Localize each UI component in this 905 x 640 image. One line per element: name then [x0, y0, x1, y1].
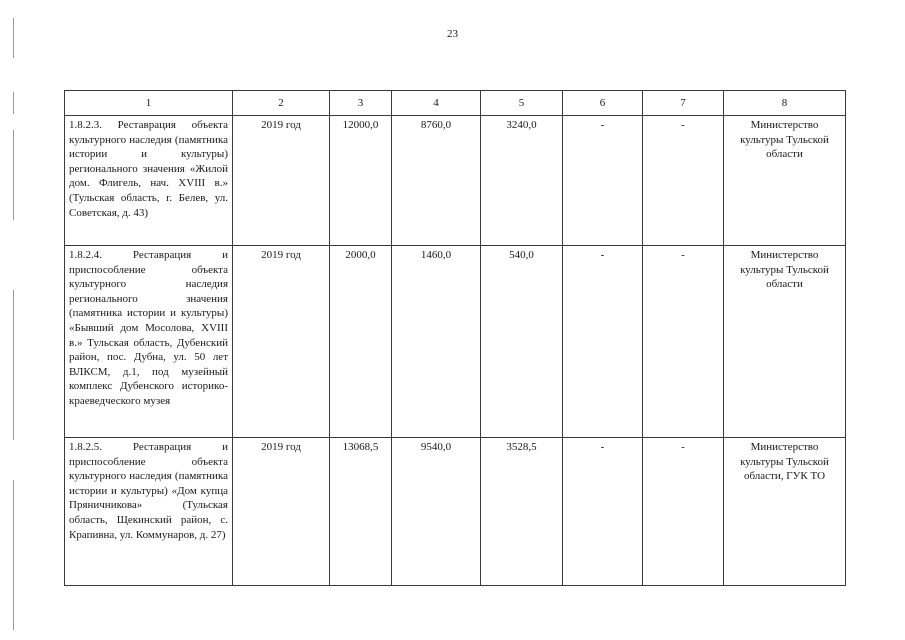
table-row: [65, 246, 846, 438]
header-cell: 5: [481, 91, 563, 116]
header-cell: 8: [724, 91, 846, 116]
year-cell: 2019 год: [233, 246, 330, 438]
total-cell: 12000,0: [330, 116, 392, 246]
object-name-cell: 1.8.2.4. Реставрация и приспособление объекта культурного наследия регионального значения (памятника истории и культуры) «Бывший дом Мосолова, XVIII в.» Тульская область, Дубенский район, пос. Дубна, ул. 50 лет ВЛКСМ, д.1, под музейный комплекс Дубенского историко-краеведческого музея: [65, 246, 233, 438]
amount-cell: 3240,0: [481, 116, 563, 246]
amount-cell: -: [563, 116, 643, 246]
amount-cell: -: [563, 246, 643, 438]
page-number: 23: [447, 28, 458, 40]
table-row: [65, 438, 846, 586]
amount-cell: 9540,0: [392, 438, 481, 586]
margin-mark: [13, 480, 14, 630]
total-cell: 13068,5: [330, 438, 392, 586]
header-cell: 4: [392, 91, 481, 116]
year-cell: 2019 год: [233, 438, 330, 586]
margin-mark: [13, 18, 14, 58]
amount-cell: -: [643, 116, 724, 246]
margin-mark: [13, 92, 14, 114]
year-cell: 2019 год: [233, 116, 330, 246]
header-cell: 6: [563, 91, 643, 116]
amount-cell: 8760,0: [392, 116, 481, 246]
total-cell: 2000,0: [330, 246, 392, 438]
margin-mark: [13, 290, 14, 440]
executor-cell: Министерство культуры Тульской области: [724, 246, 846, 438]
header-row: [65, 91, 846, 116]
object-name-cell: 1.8.2.5. Реставрация и приспособление объекта культурного наследия (памятника истории и культуры) «Дом купца Пряничникова» (Тульская область, Щекинский район, с. Крапивна, ул. Коммунаров, д. 27): [65, 438, 233, 586]
program-table: [64, 90, 846, 586]
margin-mark: [13, 130, 14, 220]
amount-cell: -: [563, 438, 643, 586]
header-cell: 3: [330, 91, 392, 116]
amount-cell: -: [643, 438, 724, 586]
object-name-cell: 1.8.2.3. Реставрация объекта культурного наследия (памятника истории и культуры) регионального значения «Жилой дом. Флигель, нач. XVIII в.» (Тульская область, г. Белев, ул. Советская, д. 43): [65, 116, 233, 246]
table-row: [65, 116, 846, 246]
amount-cell: 3528,5: [481, 438, 563, 586]
executor-cell: Министерство культуры Тульской области: [724, 116, 846, 246]
amount-cell: 1460,0: [392, 246, 481, 438]
header-cell: 7: [643, 91, 724, 116]
amount-cell: -: [643, 246, 724, 438]
amount-cell: 540,0: [481, 246, 563, 438]
executor-cell: Министерство культуры Тульской области, ГУК ТО: [724, 438, 846, 586]
header-cell: 1: [65, 91, 233, 116]
header-cell: 2: [233, 91, 330, 116]
